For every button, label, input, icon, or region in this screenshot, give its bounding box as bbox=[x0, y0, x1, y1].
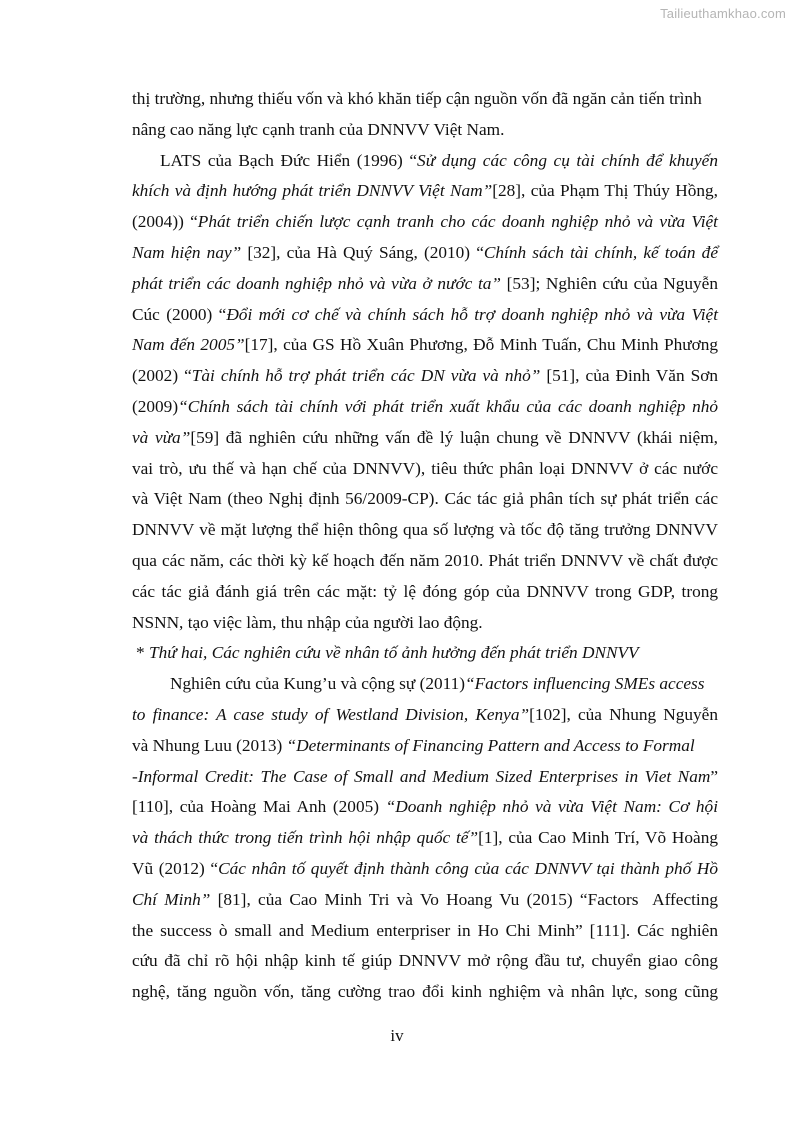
text-run: nghệ, tăng nguồn vốn, tăng cường trao đổi kinh nghiệm và nhân lực, song cũng bbox=[132, 982, 718, 1002]
line-content bbox=[160, 146, 718, 177]
line-content bbox=[132, 792, 718, 823]
line-content bbox=[136, 638, 639, 669]
page-number: iv bbox=[390, 1026, 404, 1045]
text-run: [53]; Nghiên cứu của Nguyễn bbox=[501, 273, 718, 293]
text-line bbox=[132, 885, 718, 916]
text-line bbox=[132, 484, 718, 515]
italic-text-run: Tài chính hỗ trợ phát triển các DN vừa và nhỏ” bbox=[191, 366, 541, 386]
line-content bbox=[132, 484, 718, 515]
line-content bbox=[132, 84, 702, 115]
text-run: NSNN, tạo việc làm, thu nhập của người lao động. bbox=[132, 612, 483, 632]
italic-text-run: Thứ hai, Các nghiên cứu về nhân tố ảnh hưởng đến phát triển DNNVV bbox=[148, 643, 639, 663]
line-content bbox=[170, 669, 705, 700]
text-run: vai trò, ưu thế và hạn chế của DNNVV), tiêu thức phân loại DNNVV ở các nước bbox=[132, 458, 718, 478]
italic-text-run: phát triển các doanh nghiệp nhỏ và vừa ở nước ta” bbox=[132, 273, 502, 293]
italic-text-run: Sử dụng các công cụ tài chính để khuyến bbox=[417, 150, 718, 170]
line-content bbox=[132, 207, 718, 238]
text-run: Cúc (2000) “ bbox=[132, 304, 227, 324]
text-line bbox=[132, 946, 718, 977]
text-run: [102], của Nhung Nguyễn bbox=[529, 704, 718, 724]
italic-text-run: to finance: A case study of Westland Division, Kenya” bbox=[132, 704, 530, 724]
line-content bbox=[132, 238, 718, 269]
italic-text-run: Đổi mới cơ chế và chính sách hỗ trợ doanh nghiệp nhỏ và vừa Việt bbox=[226, 304, 718, 324]
line-content bbox=[132, 423, 718, 454]
text-run: và Nhung Luu (2013) bbox=[132, 735, 287, 755]
italic-text-run: Chính sách tài chính, kế toán để bbox=[483, 242, 718, 262]
text-run: và Việt Nam (theo Nghị định 56/2009-CP). Các tác giả phân tích sự phát triển các bbox=[132, 489, 718, 509]
text-line bbox=[132, 515, 718, 546]
line-content bbox=[132, 546, 718, 577]
text-line bbox=[132, 423, 718, 454]
text-line bbox=[132, 762, 718, 793]
text-line bbox=[132, 361, 718, 392]
line-content bbox=[132, 300, 718, 331]
text-line bbox=[132, 115, 718, 146]
text-run: [1], của Cao Minh Trí, Võ Hoàng bbox=[478, 828, 718, 848]
text-line bbox=[132, 146, 718, 177]
page-body-text bbox=[132, 84, 718, 1008]
text-run: cứu đã chỉ rõ hội nhập kinh tế giúp DNNVV mở rộng đầu tư, chuyển giao công bbox=[132, 951, 718, 971]
text-run: Vũ (2012) “ bbox=[132, 858, 219, 878]
line-content bbox=[132, 392, 718, 423]
italic-text-run: khích và định hướng phát triển DNNVV Việt Nam” bbox=[132, 181, 493, 201]
text-line bbox=[132, 638, 718, 669]
text-line bbox=[132, 916, 718, 947]
line-content bbox=[132, 731, 695, 762]
text-run: [32], của Hà Quý Sáng, (2010) “ bbox=[241, 242, 484, 262]
text-line bbox=[132, 454, 718, 485]
italic-text-run: -Informal Credit: The Case of Small and Medium Sized Enterprises in Viet Nam bbox=[132, 766, 711, 786]
text-run: (2004)) “ bbox=[132, 212, 198, 232]
italic-text-run: “Chính sách tài chính với phát triển xuất khẩu của các doanh nghiệp nhỏ bbox=[178, 396, 718, 416]
line-content bbox=[132, 330, 718, 361]
text-line bbox=[132, 823, 718, 854]
text-run: Nghiên cứu của Kung’u và cộng sự (2011) bbox=[170, 674, 465, 694]
text-run: thị trường, nhưng thiếu vốn và khó khăn tiếp cận nguồn vốn đã ngăn cản tiến trình bbox=[132, 89, 702, 108]
text-line bbox=[132, 577, 718, 608]
text-line bbox=[132, 176, 718, 207]
text-run: [51], của Đinh Văn Sơn bbox=[540, 366, 718, 386]
text-line bbox=[132, 977, 718, 1008]
line-content bbox=[132, 823, 718, 854]
text-run: LATS của Bạch Đức Hiển (1996) “ bbox=[160, 150, 418, 170]
text-run: (2002) “ bbox=[132, 366, 192, 386]
text-line bbox=[132, 207, 718, 238]
text-line bbox=[132, 238, 718, 269]
line-content bbox=[132, 946, 718, 977]
watermark: Tailieuthamkhao.com bbox=[660, 6, 786, 21]
line-content bbox=[132, 361, 718, 392]
text-line bbox=[132, 669, 718, 700]
text-line bbox=[132, 546, 718, 577]
text-line bbox=[132, 731, 718, 762]
line-content bbox=[132, 515, 718, 546]
text-run: [28], của Phạm Thị Thúy Hồng, bbox=[492, 181, 718, 201]
line-content bbox=[132, 577, 718, 608]
italic-text-run: Các nhân tố quyết định thành công của các DNNVV tại thành phố Hồ bbox=[218, 858, 718, 878]
text-run: qua các năm, các thời kỳ kế hoạch đến năm 2010. Phát triển DNNVV về chất được bbox=[132, 550, 718, 570]
line-content bbox=[132, 885, 718, 916]
line-content bbox=[132, 608, 483, 639]
text-line bbox=[132, 700, 718, 731]
text-line bbox=[132, 792, 718, 823]
text-run: [81], của Cao Minh Tri và Vo Hoang Vu (2015) “Factors Affecting bbox=[210, 889, 718, 909]
italic-text-run: “Factors influencing SMEs access bbox=[465, 674, 705, 694]
line-content bbox=[132, 700, 718, 731]
text-run: [110], của Hoàng Mai Anh (2005) bbox=[132, 797, 386, 817]
italic-text-run: Chí Minh” bbox=[132, 889, 211, 909]
italic-text-run: Phát triển chiến lược cạnh tranh cho các doanh nghiệp nhỏ và vừa Việt bbox=[197, 212, 718, 232]
text-line bbox=[132, 330, 718, 361]
text-line bbox=[132, 392, 718, 423]
line-content bbox=[132, 454, 718, 485]
italic-text-run: “Doanh nghiệp nhỏ và vừa Việt Nam: Cơ hội bbox=[385, 797, 718, 817]
line-content bbox=[132, 115, 504, 146]
text-line bbox=[132, 854, 718, 885]
text-run: * bbox=[136, 643, 149, 663]
text-run: các tác giả đánh giá trên các mặt: tỷ lệ đóng góp của DNNVV trong GDP, trong bbox=[132, 581, 718, 601]
text-line bbox=[132, 269, 718, 300]
text-run: the success ò small and Medium enterpriser in Ho Chi Minh” [111]. Các nghiên bbox=[132, 920, 718, 940]
text-line bbox=[132, 608, 718, 639]
line-content bbox=[132, 977, 718, 1008]
line-content bbox=[132, 176, 718, 207]
text-line bbox=[132, 300, 718, 331]
line-content bbox=[132, 854, 718, 885]
text-run: [17], của GS Hồ Xuân Phương, Đỗ Minh Tuấn, Chu Minh Phương bbox=[244, 335, 718, 355]
italic-text-run: “Determinants of Financing Pattern and Access to Formal bbox=[286, 735, 695, 755]
line-content bbox=[132, 269, 718, 300]
text-line bbox=[132, 84, 718, 115]
line-content bbox=[132, 916, 718, 947]
italic-text-run: và vừa” bbox=[132, 427, 191, 447]
text-run: nâng cao năng lực cạnh tranh của DNNVV Việt Nam. bbox=[132, 119, 505, 139]
text-run: (2009) bbox=[132, 396, 179, 416]
text-run: [59] đã nghiên cứu những vấn đề lý luận chung về DNNVV (khái niệm, bbox=[190, 427, 718, 447]
italic-text-run: Nam hiện nay” bbox=[132, 242, 242, 262]
italic-text-run: Nam đến 2005” bbox=[132, 335, 245, 355]
italic-text-run: và thách thức trong tiến trình hội nhập quốc tế” bbox=[132, 828, 479, 848]
text-run: DNNVV về mặt lượng thể hiện thông qua số lượng và tốc độ tăng trưởng DNNVV bbox=[132, 520, 718, 540]
text-run: ” bbox=[710, 766, 718, 786]
line-content bbox=[132, 762, 718, 793]
